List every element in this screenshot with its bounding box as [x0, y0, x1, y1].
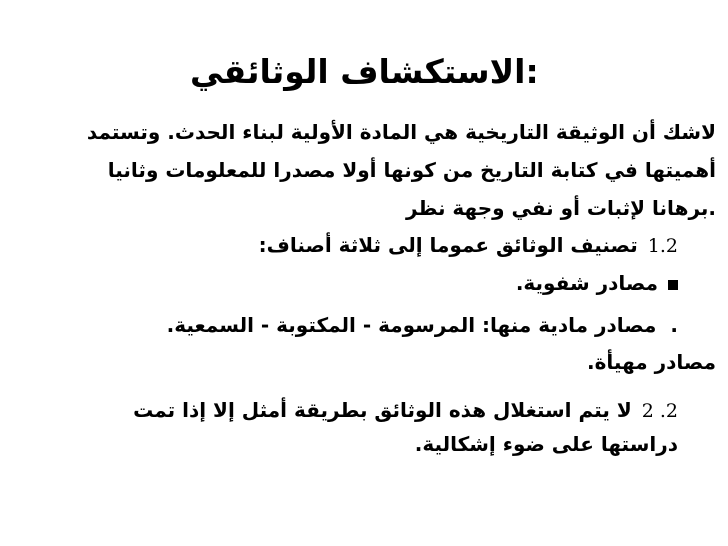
- list-item-oral-sources: [516, 271, 678, 295]
- section-2-heading: [133, 398, 678, 423]
- list-item-text: مصادر مادية منها: المرسومة - المكتوبة - السمعية.: [166, 313, 657, 337]
- dot-bullet-marker: .: [670, 313, 678, 337]
- paragraph-line-3: .برهانا لإثبات أو نفي وجهة نظر: [406, 196, 716, 220]
- list-item-material-sources: [167, 313, 678, 337]
- paragraph-line-2: أهميتها في كتابة التاريخ من كونها أولا مصدرا للمعلومات وثانيا: [107, 158, 716, 182]
- slide-title: الاستكشاف الوثائقي:: [190, 52, 539, 91]
- section-2-text-line-2: دراستها على ضوء إشكالية.: [414, 432, 678, 456]
- section-1-heading: [259, 233, 678, 258]
- list-item-prepared-sources: مصادر مهيأة.: [586, 350, 716, 374]
- section-2-number: 2. 2: [641, 400, 678, 422]
- list-item-text: مصادر شفوية.: [515, 271, 658, 295]
- section-1-text: تصنيف الوثائق عموما إلى ثلاثة أصناف:: [258, 233, 638, 257]
- section-1-number: 1.2: [647, 235, 678, 257]
- paragraph-line-1: لاشك أن الوثيقة التاريخية هي المادة الأولية لبناء الحدث. وتستمد: [86, 120, 716, 144]
- section-2-text-line-1: لا يتم استغلال هذه الوثائق بطريقة أمثل إلا إذا تمت: [133, 398, 632, 422]
- square-bullet-icon: [668, 280, 678, 290]
